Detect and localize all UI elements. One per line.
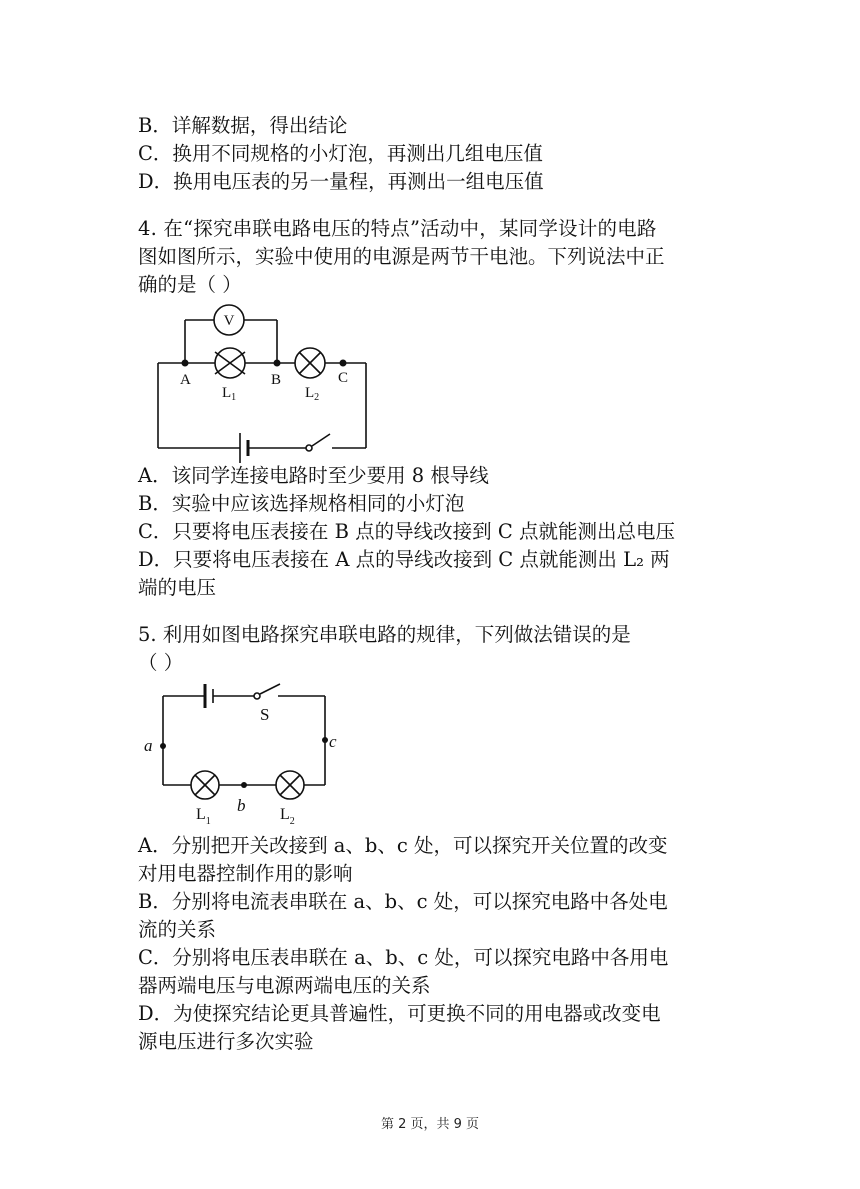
point-c-label: C	[338, 370, 349, 386]
q4-stem-line-1: 4. 在“探究串联电路电压的特点”活动中，某同学设计的电路	[138, 217, 657, 240]
lamp-1-label: $L_1$	[196, 806, 211, 827]
q4-circuit-diagram	[150, 300, 380, 460]
q5-option-a-line-2: 对用电器控制作用的影响	[138, 862, 353, 885]
option-c: C．换用不同规格的小灯泡，再测出几组电压值	[138, 142, 543, 165]
lamp-2-label: $L_2$	[305, 385, 320, 403]
option-d: D．换用电压表的另一量程，再测出一组电压值	[138, 170, 544, 193]
point-c-label: c	[329, 732, 337, 751]
q5-circuit-svg	[140, 680, 350, 830]
q4-option-a: A．该同学连接电路时至少要用 8 根导线	[138, 464, 489, 487]
q4-option-d-line-1: D．只要将电压表接在 A 点的导线改接到 C 点就能测出 L₂ 两	[138, 548, 670, 571]
q5-circuit-diagram	[140, 680, 350, 830]
page-footer: 第 2 页，共 9 页	[380, 1117, 480, 1132]
lamp-1-label: $L_1$	[222, 385, 237, 403]
point-a-label: A	[180, 372, 191, 388]
point-b-label: b	[237, 796, 246, 815]
q4-stem-line-3: 确的是（ ）	[138, 273, 242, 296]
q4-option-d-line-2: 端的电压	[138, 576, 217, 599]
switch-label: S	[260, 705, 270, 724]
q5-stem-line-1: 5. 利用如图电路探究串联电路的规律，下列做法错误的是	[138, 623, 631, 646]
q5-option-b-line-1: B．分别将电流表串联在 a、b、c 处，可以探究电路中各处电	[138, 890, 668, 913]
point-a-label: a	[144, 736, 153, 755]
option-b: B．详解数据，得出结论	[138, 114, 348, 137]
voltmeter-label: V	[223, 313, 235, 329]
q5-stem-line-2: （ ）	[138, 651, 184, 674]
q5-option-a-line-1: A．分别把开关改接到 a、b、c 处，可以探究开关位置的改变	[138, 834, 668, 857]
q5-option-d-line-2: 源电压进行多次实验	[138, 1030, 314, 1053]
q5-option-d-line-1: D．为使探究结论更具普遍性，可更换不同的用电器或改变电	[138, 1002, 661, 1025]
q4-circuit-svg	[150, 300, 380, 460]
point-b-label: B	[271, 372, 282, 388]
q5-option-b-line-2: 流的关系	[138, 918, 217, 941]
lamp-2-label: $L_2$	[280, 806, 295, 827]
q4-stem-line-2: 图如图所示，实验中使用的电源是两节干电池。下列说法中正	[138, 245, 665, 268]
q5-option-c-line-2: 器两端电压与电源两端电压的关系	[138, 974, 431, 997]
q5-option-c-line-1: C．分别将电压表串联在 a、b、c 处，可以探究电路中各用电	[138, 946, 669, 969]
q4-option-c: C．只要将电压表接在 B 点的导线改接到 C 点就能测出总电压	[138, 520, 675, 543]
q4-option-b: B．实验中应该选择规格相同的小灯泡	[138, 492, 465, 515]
